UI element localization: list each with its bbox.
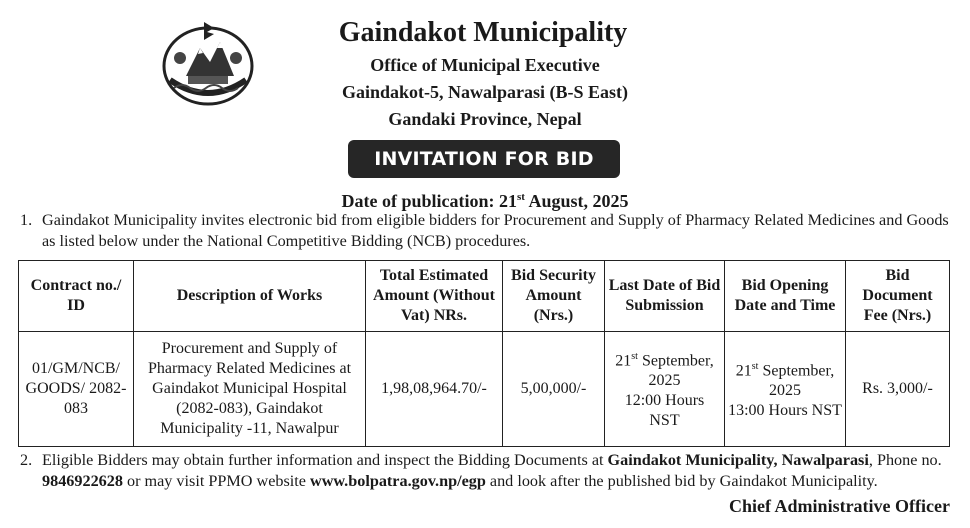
last-suffix: st [631, 350, 638, 362]
open-time: 13:00 Hours NST [728, 402, 842, 420]
publication-date [0, 185, 970, 213]
open-day: 21 [735, 362, 752, 380]
cell-estimate: 1,98,08,964.70/- [366, 332, 503, 447]
cell-description: Procurement and Supply of Pharmacy Related Medicines at Gaindakot Municipal Hospital (2082-083), Gaindakot Municipality -11, Nawalpur [134, 332, 366, 447]
invitation-banner: INVITATION FOR BID [348, 140, 620, 178]
cell-security: 5,00,000/- [503, 332, 605, 447]
publication-suffix: st [517, 191, 525, 203]
paragraph-text [42, 450, 954, 492]
header-security: Bid Security Amount (Nrs.) [503, 261, 605, 332]
header-opening: Bid Opening Date and Time [725, 261, 846, 332]
letterhead [0, 14, 970, 133]
cell-contract: 01/GM/NCB/ GOODS/ 2082-083 [19, 332, 134, 447]
paragraph-2 [20, 450, 954, 492]
office-line: Office of Municipal Executive [370, 55, 600, 75]
cell-last-date [605, 332, 725, 447]
last-rest: September, 2025 [637, 352, 714, 390]
text-part: Eligible Bidders may obtain further information and inspect the Bidding Documents at [42, 451, 608, 469]
phone-number: 9846922628 [42, 472, 123, 490]
cell-opening [725, 332, 846, 447]
header-description: Description of Works [134, 261, 366, 332]
paragraph-1 [20, 210, 954, 252]
province-line: Gandaki Province, Nepal [388, 109, 582, 129]
paragraph-number: 1. [20, 211, 33, 229]
table-header-row [19, 261, 950, 332]
table-row [19, 332, 950, 447]
header-fee: Bid Document Fee (Nrs.) [846, 261, 950, 332]
text-part: , Phone no. [868, 451, 942, 469]
open-rest: September, 2025 [758, 362, 835, 400]
last-day: 21 [615, 352, 632, 370]
publication-day: 21 [499, 191, 517, 211]
ppmo-website: www.bolpatra.gov.np/egp [310, 472, 486, 490]
municipality-title: Gaindakot Municipality [338, 17, 628, 48]
header-estimate: Total Estimated Amount (Without Vat) NRs. [366, 261, 503, 332]
text-part: or may visit PPMO website [122, 472, 310, 490]
signature-title: Chief Administrative Officer [729, 496, 950, 516]
address-line: Gaindakot-5, Nawalparasi (B-S East) [341, 82, 629, 102]
paragraph-number: 2. [20, 451, 33, 469]
cell-fee: Rs. 3,000/- [846, 332, 950, 447]
last-time: 12:00 Hours NST [624, 392, 705, 430]
header-last-date: Last Date of Bid Submission [605, 261, 725, 332]
text-part: and look after the published bid by Gaindakot Municipality. [485, 472, 878, 490]
bid-table [18, 260, 950, 447]
paragraph-text: Gaindakot Municipality invites electronic bid from eligible bidders for Procurement and Supply of Pharmacy Related Medicines and Goods as listed below under the National Competitive Bidding (NCB) procedures. [42, 211, 949, 250]
header-contract: Contract no./ ID [19, 261, 134, 332]
office-location: Gaindakot Municipality, Nawalparasi [607, 451, 869, 469]
publication-label: Date of publication: [341, 191, 499, 211]
open-suffix: st [751, 360, 759, 372]
publication-rest: August, 2025 [524, 191, 629, 211]
